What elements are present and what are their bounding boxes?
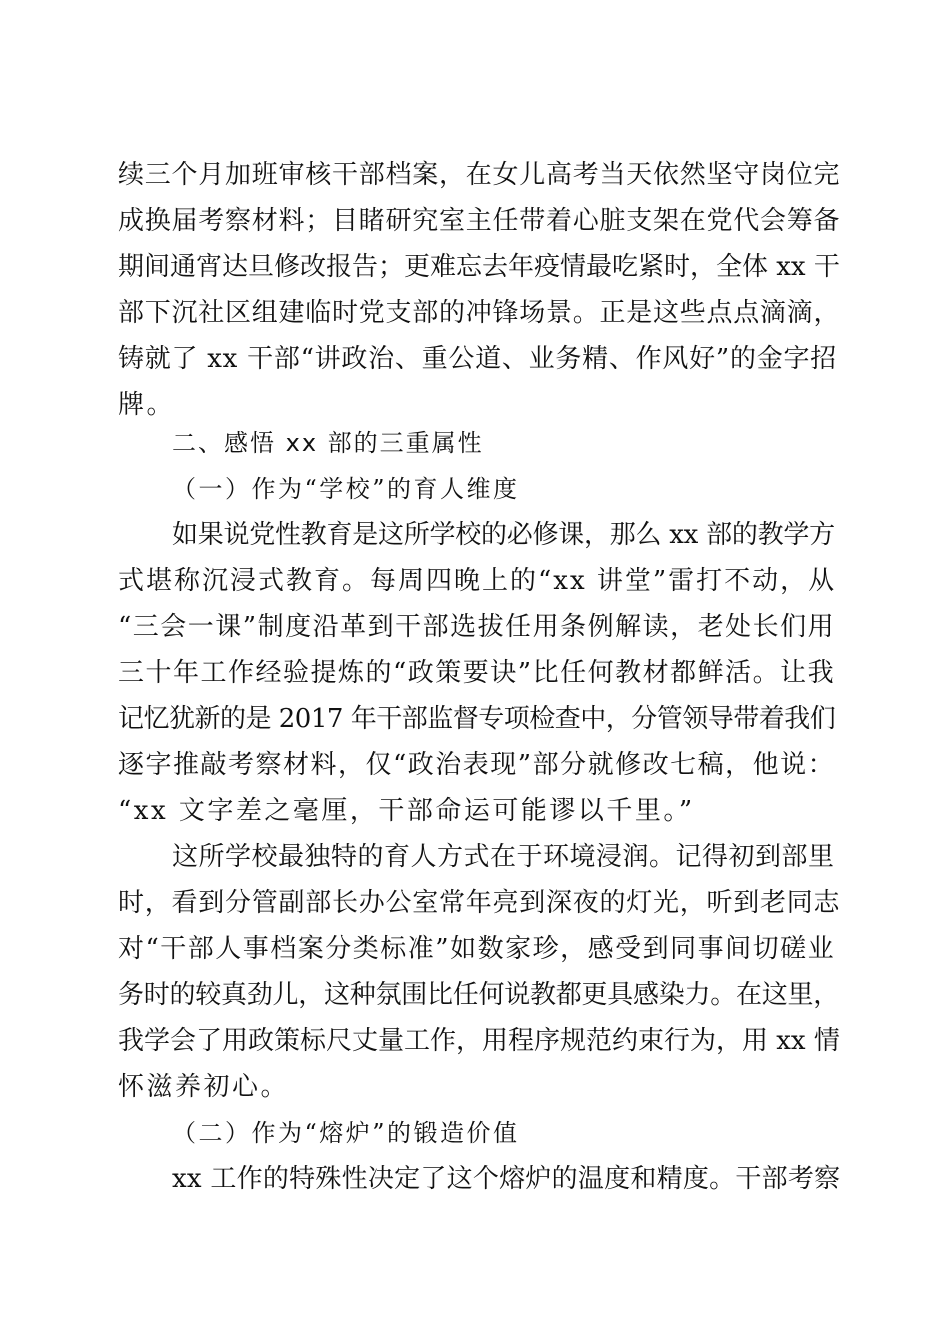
body-text-line: 式堪称沉浸式教育。每周四晚上的“xx 讲堂”雷打不动，从 (118, 566, 837, 596)
body-text-line: “xx 文字差之毫厘，干部命运可能谬以千里。” (118, 796, 695, 826)
body-text-line: 这所学校最独特的育人方式在于环境浸润。记得初到部里 (172, 842, 835, 872)
body-text-line: 部下沉社区组建临时党支部的冲锋场景。正是这些点点滴滴， (118, 298, 841, 328)
body-text-line: 逐字推敲考察材料，仅“政治表现”部分就修改七稿，他说： (118, 750, 836, 780)
body-text-line: 务时的较真劲儿，这种氛围比任何说教都更具感染力。在这里， (118, 980, 840, 1010)
body-text-line: 牌。 (118, 390, 176, 420)
body-text-line: 成换届考察材料；目睹研究室主任带着心脏支架在党代会筹备 (118, 206, 841, 236)
body-text-line: 时，看到分管副部长办公室常年亮到深夜的灯光，听到老同志 (118, 888, 841, 918)
body-text-line: 我学会了用政策标尺丈量工作，用程序规范约束行为，用 xx 情 (118, 1026, 840, 1056)
body-text-line: 怀滋养初心。 (118, 1072, 290, 1102)
body-text-line: 铸就了 xx 干部“讲政治、重公道、业务精、作风好”的金字招 (118, 344, 837, 374)
body-text-line: 如果说党性教育是这所学校的必修课，那么 xx 部的教学方 (172, 520, 835, 550)
body-text-line: 三十年工作经验提炼的“政策要诀”比任何教材都鲜活。让我 (118, 658, 836, 688)
body-text-line: 记忆犹新的是 2017 年干部监督专项检查中，分管领导带着我们 (118, 704, 836, 734)
body-text-line: 期间通宵达旦修改报告；更难忘去年疫情最吃紧时，全体 xx 干 (118, 252, 840, 282)
subsection-heading: （一）作为“学校”的育人维度 (172, 475, 520, 503)
body-text-line: “三会一课”制度沿革到干部选拔任用条例解读，老处长们用 (118, 612, 836, 642)
subsection-heading: （二）作为“熔炉”的锻造价值 (172, 1119, 520, 1147)
body-text-line: xx 工作的特殊性决定了这个熔炉的温度和精度。干部考察 (172, 1164, 841, 1194)
section-heading: 二、感悟 xx 部的三重属性 (172, 429, 484, 457)
body-text-line: 续三个月加班审核干部档案，在女儿高考当天依然坚守岗位完 (118, 160, 841, 190)
body-text-line: 对“干部人事档案分类标准”如数家珍，感受到同事间切磋业 (118, 934, 836, 964)
